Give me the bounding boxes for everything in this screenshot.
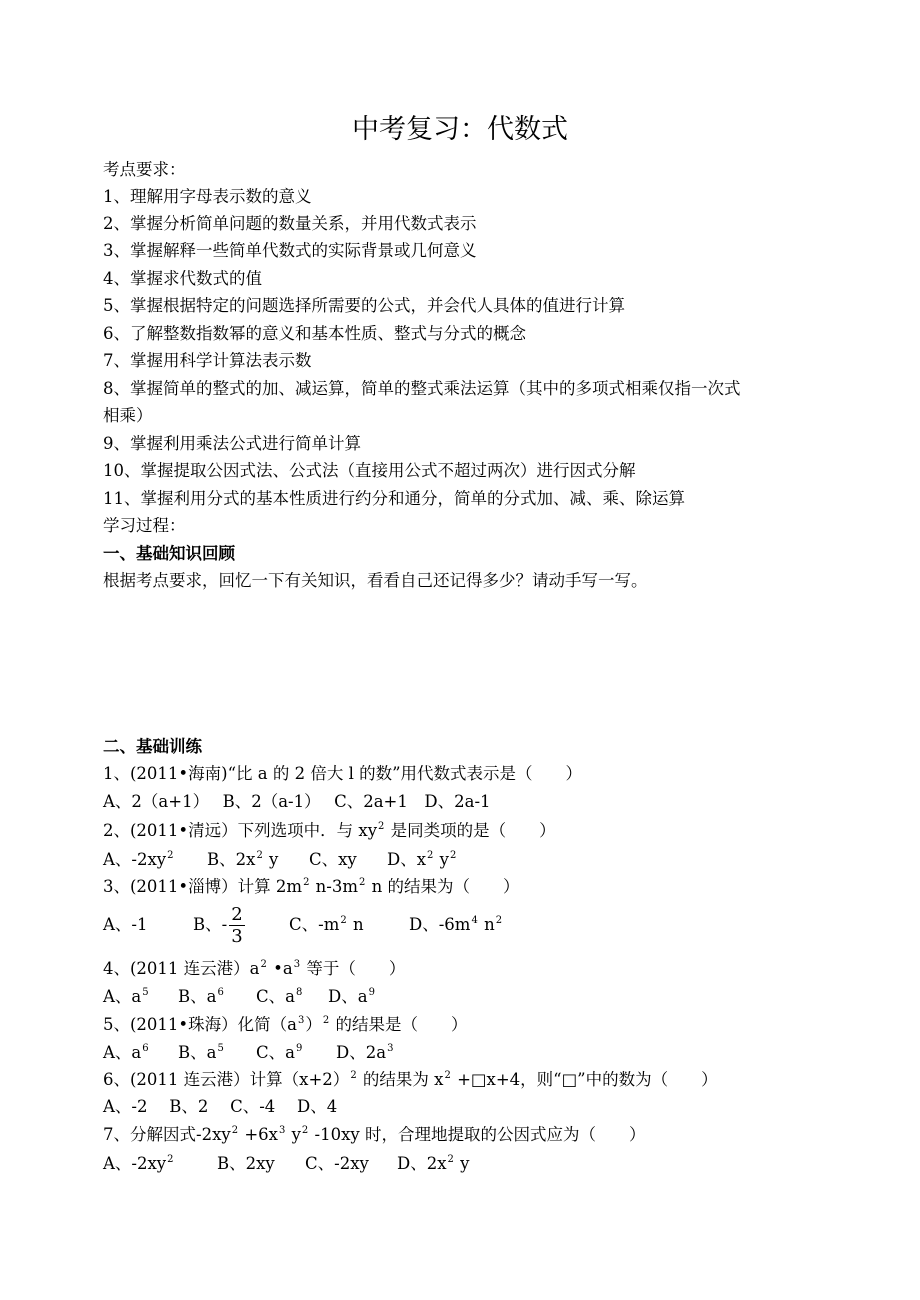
option-b: B、$2x^2$ y bbox=[207, 850, 279, 869]
option-b: B、- $\frac{2}{3}$ bbox=[193, 904, 243, 947]
question-1-options: A、2（a+1） B、2（a-1） C、2a+1 D、2a-1 bbox=[103, 792, 491, 811]
requirement-item-1: 1、理解用字母表示数的意义 bbox=[103, 187, 312, 206]
question-6-stem: 6、(2011 连云港）计算$(x+2)^2$ 的结果为 $x^2$ +□x+4，则“□”中的数为（ ） bbox=[103, 1070, 718, 1089]
process-heading: 学习过程： bbox=[103, 516, 186, 535]
requirement-item-10: 10、掌握提取公因式法、公式法（直接用公式不超过两次）进行因式分解 bbox=[103, 461, 636, 480]
question-2-options bbox=[103, 849, 457, 871]
option-d: D、$2x^2$ y bbox=[397, 1154, 470, 1173]
fraction-two-thirds: $\frac{2}{3}$ bbox=[231, 904, 243, 947]
question-7-stem: 7、分解因式$-2xy^2 +6x^3$ $y^2$ -10xy 时，合理地提取的公因式应为（ ） bbox=[103, 1125, 646, 1144]
question-3-stem: 3、(2011•淄博）计算 $2m^2$ $n-3m^2$ n 的结果为（ ） bbox=[103, 877, 520, 896]
question-2-stem: 2、(2011•清远）下列选项中．与 $xy^2$ 是同类项的是（ ） bbox=[103, 821, 556, 840]
section-2-title: 二、基础训练 bbox=[103, 737, 202, 756]
option-d: D、$2a^3$ bbox=[336, 1043, 394, 1062]
requirement-item-3: 3、掌握解释一些简单代数式的实际背景或几何意义 bbox=[103, 241, 477, 260]
requirements-heading: 考点要求： bbox=[103, 160, 186, 179]
option-c: C、-2xy bbox=[305, 1154, 369, 1173]
requirement-item-8: 8、掌握简单的整式的加、减运算，简单的整式乘法运算（其中的多项式相乘仅指一次式 bbox=[103, 379, 741, 398]
question-1-stem: 1、(2011•海南)“比 a 的 2 倍大 l 的数”用代数式表示是（ ） bbox=[103, 764, 583, 783]
option-a: A、-1 bbox=[103, 915, 148, 934]
option-d: D、$a^9$ bbox=[328, 987, 375, 1006]
requirement-item-9: 9、掌握利用乘法公式进行简单计算 bbox=[103, 434, 361, 453]
requirement-item-2: 2、掌握分析简单问题的数量关系，并用代数式表示 bbox=[103, 214, 477, 233]
option-c: C、$a^8$ bbox=[256, 987, 303, 1006]
question-5-options bbox=[103, 1042, 394, 1064]
option-b: B、2xy bbox=[217, 1154, 275, 1173]
option-a: A、$a^5$ bbox=[103, 987, 149, 1006]
question-6-options: A、-2 B、2 C、-4 D、4 bbox=[103, 1097, 338, 1116]
question-3-options bbox=[103, 900, 503, 950]
requirement-item-4: 4、掌握求代数式的值 bbox=[103, 269, 262, 288]
page-title: 中考复习：代数式 bbox=[352, 114, 568, 145]
option-a: A、$a^6$ bbox=[103, 1043, 149, 1062]
option-a: A、$-2xy^2$ bbox=[103, 850, 174, 869]
option-a: A、$-2xy^2$ bbox=[103, 1154, 174, 1173]
section-1-text: 根据考点要求，回忆一下有关知识，看看自己还记得多少？请动手写一写。 bbox=[103, 571, 648, 590]
option-d: D、$-6m^4$ $n^2$ bbox=[409, 915, 503, 934]
option-c: C、xy bbox=[309, 850, 357, 869]
question-7-options bbox=[103, 1153, 470, 1175]
option-d: D、$x^2$ $y^2$ bbox=[387, 850, 457, 869]
option-b: B、$a^6$ bbox=[178, 987, 224, 1006]
option-c: C、$a^9$ bbox=[256, 1043, 303, 1062]
question-4-stem: 4、(2011 连云港）$a^2$ $•a^3$ 等于（ ） bbox=[103, 959, 406, 978]
section-1-title: 一、基础知识回顾 bbox=[103, 544, 235, 563]
option-b: B、$a^5$ bbox=[178, 1043, 224, 1062]
requirement-item-5: 5、掌握根据特定的问题选择所需要的公式，并会代人具体的值进行计算 bbox=[103, 296, 625, 315]
question-5-stem: 5、(2011•珠海）化简$(a^3)^2$ 的结果是（ ） bbox=[103, 1015, 468, 1034]
question-4-options bbox=[103, 986, 376, 1008]
requirement-item-7: 7、掌握用科学计算法表示数 bbox=[103, 351, 312, 370]
requirement-item-11: 11、掌握利用分式的基本性质进行约分和通分，简单的分式加、减、乘、除运算 bbox=[103, 489, 685, 508]
option-c: C、$-m^2$ n bbox=[289, 915, 364, 934]
requirement-item-6: 6、了解整数指数幂的意义和基本性质、整式与分式的概念 bbox=[103, 324, 526, 343]
requirement-item-8-continued: 相乘） bbox=[103, 406, 153, 425]
